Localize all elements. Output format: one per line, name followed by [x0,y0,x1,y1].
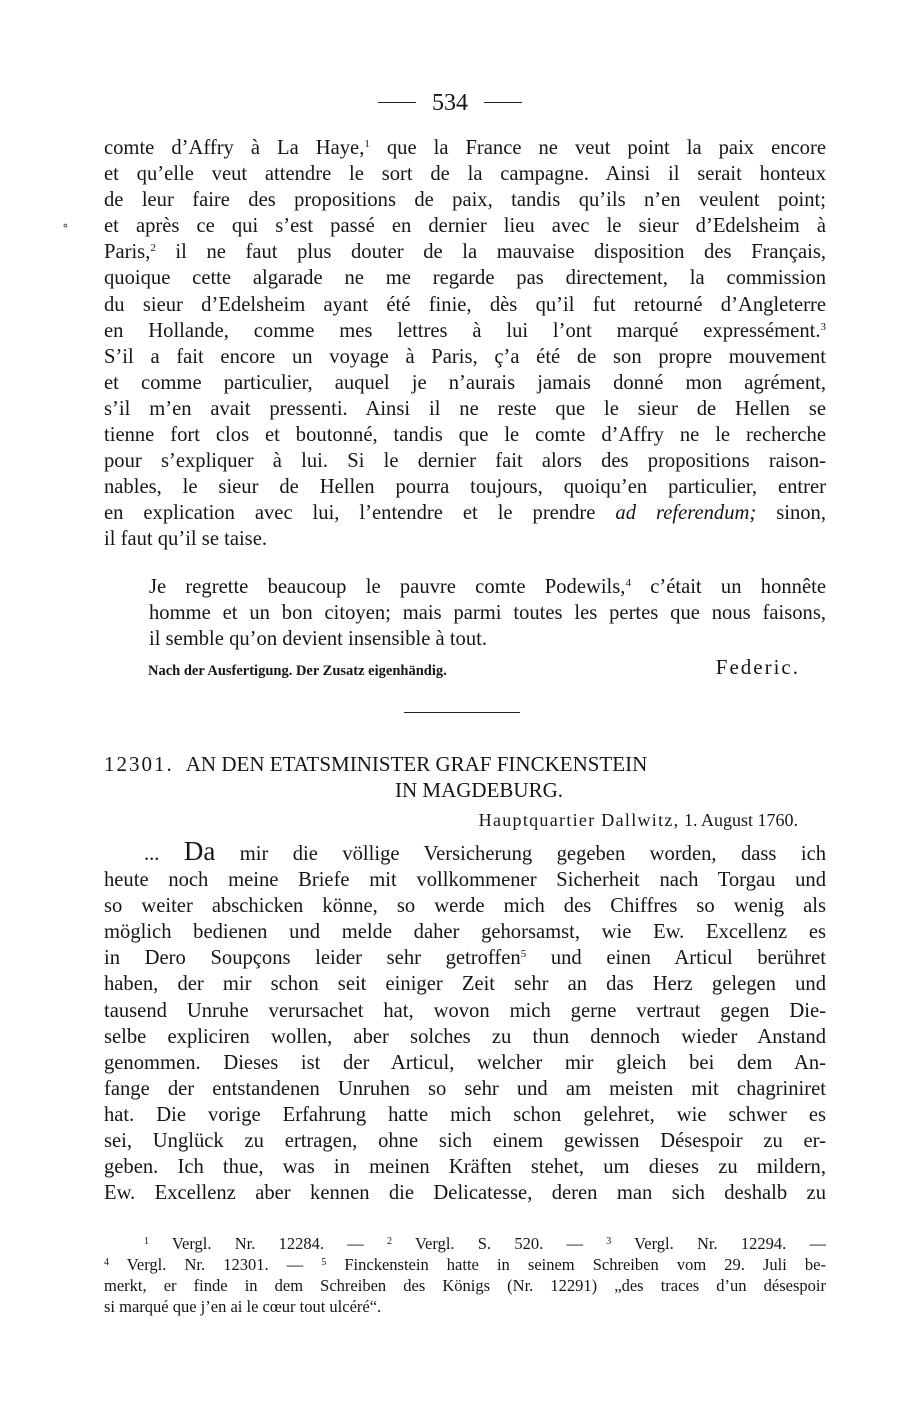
drop-cap: Da [183,836,216,866]
footnote-ref: 5 [520,948,527,961]
text-line: nables, le sieur de Hellen pourra toujours, quoiqu’en particulier, entrer [104,476,826,499]
text-line: en explication avec lui, l’entendre et le prendre ad referendum; sinon, [104,502,826,525]
text-line: möglich bedienen und melde daher gehorsamst, wie Ew. Excellenz es [104,921,826,944]
text-line: en Hollande, comme mes lettres à lui l’ont marqué expressément.$^3$ [104,319,826,342]
source-note: Nach der Ausfertigung. Der Zusatz eigenhändig. [148,663,447,679]
footnote-ref: 3 [820,320,826,333]
dateline [479,810,798,831]
text-line: genommen. Dieses ist der Articul, welcher mir gleich bei dem An- [104,1051,826,1074]
page-header [0,90,900,117]
section-divider [404,712,520,713]
paragraph-postscript [104,574,826,652]
dateline-date: 1. August 1760. [679,810,798,830]
text-line: S’il a fait encore un voyage à Paris, ç’a été de son propre mouvement [104,345,826,368]
text-line: comte d’Affry à La Haye,$^1$ que la France ne veut point la paix encore [104,137,826,159]
letter-number: 12301. [104,752,174,776]
text-line: Paris,$^2$ il ne faut plus douter de la mauvaise disposition des Français, [104,241,826,264]
text-line: s’il m’en avait pressenti. Ainsi il ne reste que le sieur de Hellen se [104,397,826,420]
text-line: de leur faire des propositions de paix, tandis qu’ils n’en veulent point; [104,189,826,212]
text-line: et qu’elle veut attendre le sort de la campagne. Ainsi il serait honteux [104,163,826,186]
letter-heading [104,751,826,803]
text-line: il faut qu’il se taise. [104,528,267,551]
paragraph-french-letter [104,135,826,553]
text-line: hat. Die vorige Erfahrung hatte mich schon gelehret, wie schwer es [104,1103,826,1126]
header-rule-left [378,102,416,103]
text-line: haben, der mir schon seit einiger Zeit sehr an das Herz gelegen und [104,973,826,996]
italic-phrase: ad referendum; [615,502,757,525]
letter-title-line2: IN MAGDEBURG. [395,778,563,802]
margin-mark: ∘ [62,218,69,234]
signature: Federic. [715,655,800,679]
footnote-line: $^4$ Vergl. Nr. 12301. — $^5$ Finckenstein hatte in seinem Schreiben vom 29. Juli be- [104,1255,826,1274]
text-line: tausend Unruhe verursachet hat, wovon mich gerne vertraut gegen Die- [104,999,826,1022]
text-line: ... Da mir die völlige Versicherung gegeben worden, dass ich [144,836,827,866]
text-line: Ew. Excellenz aber kennen die Delicatesse, deren man sich deshalb zu [104,1182,826,1205]
page-number: 534 [432,90,468,116]
text-line: heute noch meine Briefe mit vollkommener Sicherheit nach Torgau und [104,869,826,892]
footnote-line: merkt, er finde in dem Schreiben des Königs (Nr. 12291) „des traces d’un désespoir [104,1276,826,1295]
text-line: in Dero Soupçons leider sehr getroffen$^5$ und einen Articul berühret [104,947,826,970]
paragraph-german-letter [104,838,826,1206]
text-line: selbe expliciren wollen, aber solches zu thun dennoch wieder Anstand [104,1025,826,1048]
footnote-line: $^1$ Vergl. Nr. 12284. — $^2$ Vergl. S. 520. — $^3$ Vergl. Nr. 12294. — [144,1234,826,1253]
text-line: fange der entstandenen Unruhen so sehr und am meisten mit chagriniret [104,1077,826,1100]
text-line: il semble qu’on devient insensible à tout. [149,628,488,651]
text-line: so weiter abschicken könne, so werde mich des Chiffres so wenig als [104,895,826,918]
text-line: homme et un bon citoyen; mais parmi toutes les pertes que nous faisons, [149,602,826,625]
text-line: Je regrette beaucoup le pauvre comte Podewils,$^4$ c’était un honnête [149,576,826,598]
footnote-ref: 2 [150,242,156,255]
text-line: et après ce qui s’est passé en dernier lieu avec le sieur d’Edelsheim à [104,215,826,238]
text-line: pour s’expliquer à lui. Si le dernier fait alors des propositions raison- [104,450,826,473]
text-line: quoique cette algarade ne me regarde pas directement, la commission [104,267,826,290]
text-line: sei, Unglück zu ertragen, ohne sich einem gewissen Désespoir zu er- [104,1130,826,1153]
text-line: et comme particulier, auquel je n’aurais jamais donné mon agrément, [104,371,826,394]
text-line: du sieur d’Edelsheim ayant été finie, dès qu’il fut retourné d’Angleterre [104,293,826,316]
letter-title-line1: AN DEN ETATSMINISTER GRAF FINCKENSTEIN [185,752,648,776]
header-rule-right [484,102,522,103]
dateline-place: Hauptquartier Dallwitz, [478,810,680,830]
footnote-line: si marqué que j’en ai le cœur tout ulcéré“. [104,1297,382,1316]
footnote-ref: 1 [364,138,370,150]
footnotes [104,1233,826,1317]
text-line: tienne fort clos et boutonné, tandis que le comte d’Affry ne le recherche [104,424,826,447]
footnote-ref: 4 [625,577,631,589]
text-line: geben. Ich thue, was in meinen Kräften stehet, um dieses zu mildern, [104,1156,826,1179]
